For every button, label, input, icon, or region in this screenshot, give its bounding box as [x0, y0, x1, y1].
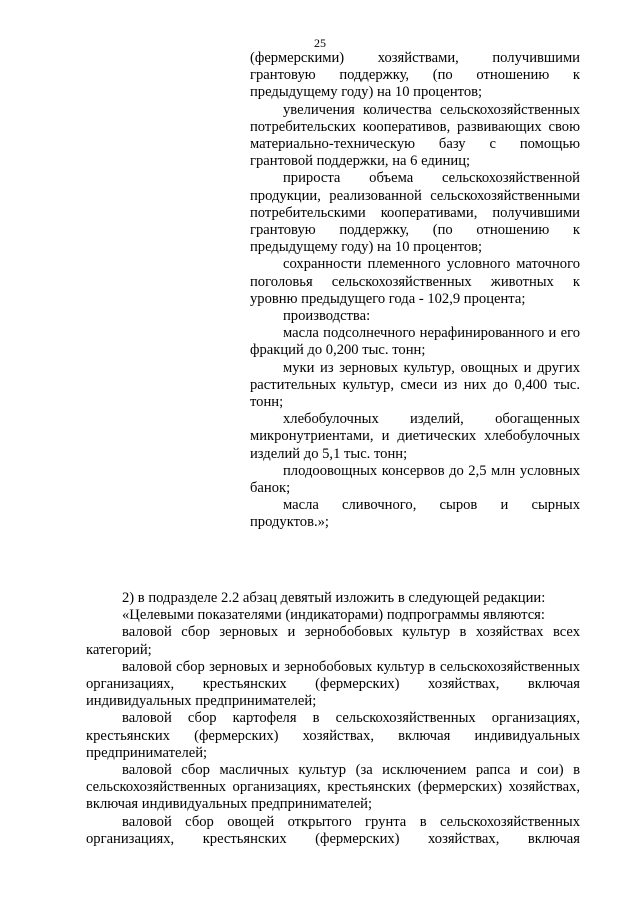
column-paragraph: (фермерскими) хозяйствами, получившими грантовую поддержку, (по отношению к предыдущему году) на 10 процентов;: [250, 50, 580, 101]
body-paragraph: валовой сбор зерновых и зернобобовых культур в хозяйствах всех категорий;: [86, 624, 580, 658]
body-text: [86, 590, 580, 848]
body-paragraph: валовой сбор масличных культур (за исключением рапса и сои) в сельскохозяйственных организациях, крестьянских (фермерских) хозяйствах, включая индивидуальных предпринимателей;: [86, 762, 580, 813]
column-paragraph: прироста объема сельскохозяйственной продукции, реализованной сельскохозяйственными потребительскими кооперативами, получившими грантовую поддержку, (по отношению к предыдущему году) на 10 процентов;: [250, 170, 580, 256]
body-paragraph: 2) в подразделе 2.2 абзац девятый изложить в следующей редакции:: [122, 590, 546, 606]
column-paragraph: плодоовощных консервов до 2,5 млн условных банок;: [250, 462, 580, 497]
column-paragraph: муки из зерновых культур, овощных и других растительных культур, смеси из них до 0,400 тыс. тонн;: [250, 359, 580, 411]
body-paragraph: валовой сбор картофеля в сельскохозяйственных организациях, крестьянских (фермерских) хозяйствах, включая индивидуальных предпринимателей;: [86, 710, 580, 761]
column-paragraph: хлебобулочных изделий, обогащенных микронутриентами, и диетических хлебобулочных изделий до 5,1 тыс. тонн;: [250, 411, 580, 462]
body-paragraph: валовой сбор овощей открытого грунта в сельскохозяйственных организациях, крестьянских (фермерских) хозяйствах, включая: [86, 813, 580, 847]
indented-column: [250, 50, 580, 532]
column-paragraph: производства:: [283, 308, 371, 325]
column-paragraph: масла сливочного, сыров и сырных продуктов.»;: [250, 497, 580, 531]
body-paragraph: «Целевыми показателями (индикаторами) подпрограммы являются:: [122, 607, 545, 624]
page-number: 25: [314, 36, 326, 50]
column-paragraph: сохранности племенного условного маточного поголовья сельскохозяйственных животных к уровню предыдущего года - 102,9 процента;: [250, 256, 580, 307]
body-paragraph: валовой сбор зерновых и зернобобовых культур в сельскохозяйственных организациях, крестьянских (фермерских) хозяйствах, включая индивидуальных предпринимателей;: [86, 658, 580, 710]
column-paragraph: масла подсолнечного нерафинированного и его фракций до 0,200 тыс. тонн;: [250, 325, 580, 359]
column-paragraph: увеличения количества сельскохозяйственных потребительских кооперативов, развивающих свою материально-техническую базу с помощью грантовой поддержки, на 6 единиц;: [250, 101, 580, 170]
